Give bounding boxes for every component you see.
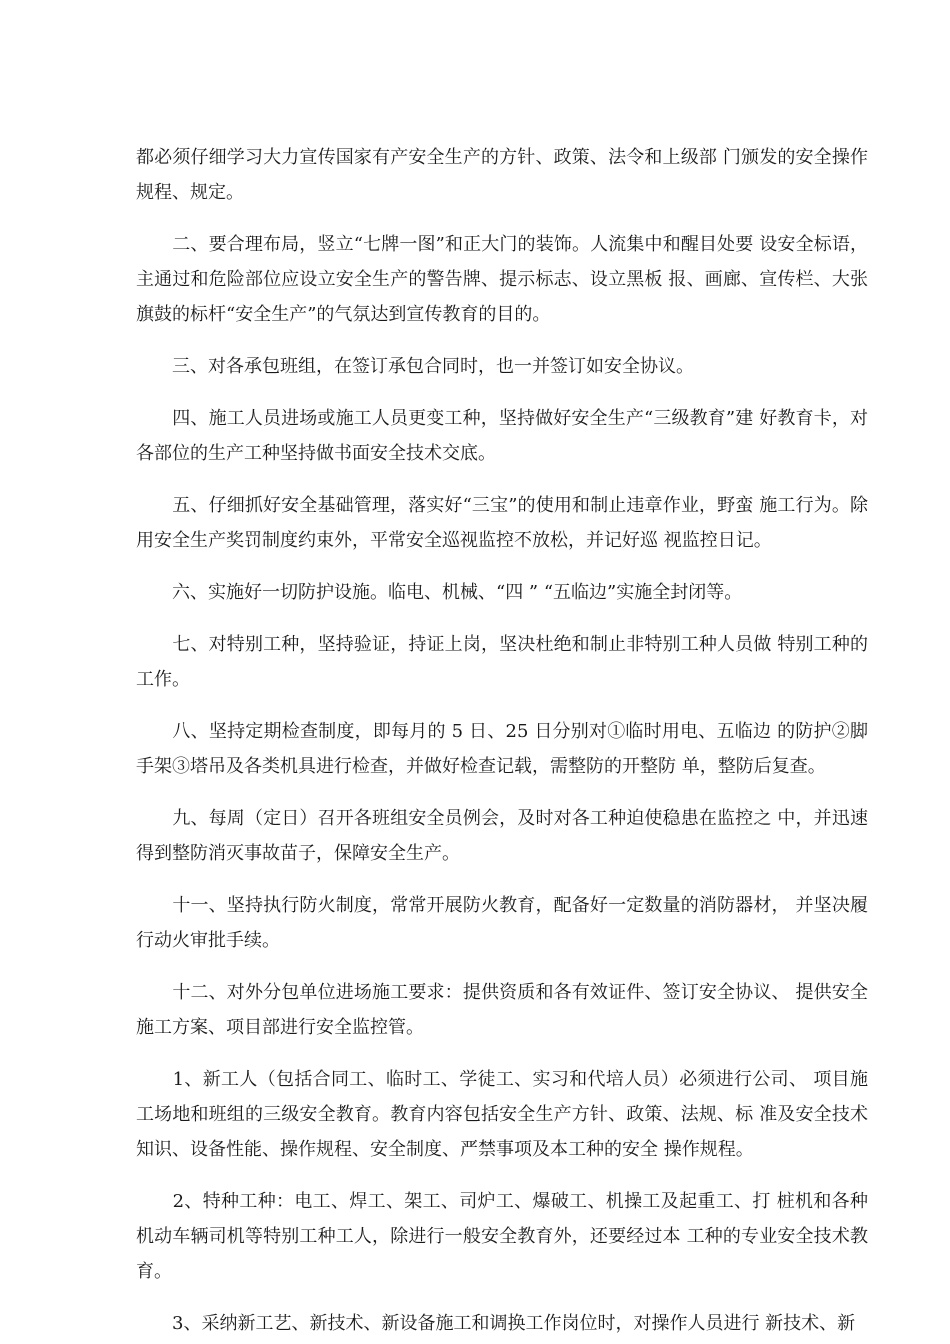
paragraph-item-2: 二、要合理布局，竖立“七牌一图”和正大门的装饰。人流集中和醒目处要 设安全标语，主通过和危险部位应设立安全生产的警告牌、提示标志、设立黑板 报、画廊、宣传栏、大张旗鼓的标杆“安全生产”的气氛达到宣传教育的目的。 (136, 234, 869, 325)
paragraph-item-9: 九、每周（定日）召开各班组安全员例会，及时对各工种迫使稳患在监控之 中，并迅速得到整防消灭事故苗子，保障安全生产。 (136, 808, 868, 864)
paragraph-subitem-2: 2、特种工种：电工、焊工、架工、司炉工、爆破工、机操工及起重工、打 桩机和各种机动车辆司机等特别工种工人，除进行一般安全教育外，还要经过本 工种的专业安全技术教育。 (136, 1191, 868, 1282)
paragraph-item-12: 十二、对外分包单位进场施工要求：提供资质和各有效证件、签订安全协议、 提供安全施工方案、项目部进行安全监控管。 (136, 982, 868, 1038)
paragraph-item-7: 七、对特别工种，坚持验证，持证上岗，坚决杜绝和制止非特别工种人员做 特别工种的工作。 (136, 634, 868, 690)
paragraph-item-4: 四、施工人员进场或施工人员更变工种，坚持做好安全生产“三级教育”建 好教育卡，对各部位的生产工种坚持做书面安全技术交底。 (136, 408, 869, 464)
paragraph-item-3: 三、对各承包班组，在签订承包合同时，也一并签订如安全协议。 (136, 356, 694, 377)
paragraph-item-8: 八、坚持定期检查制度，即每月的 5 日、25 日分别对①临时用电、五临边 的防护②脚手架③塔吊及各类机具进行检查，并做好检查记载，需整防的开整防 单，整防后复查。 (136, 721, 868, 777)
paragraph-intro-continued: 都必须仔细学习大力宣传国家有产安全生产的方针、政策、法令和上级部 门颁发的安全操作规程、规定。 (136, 147, 868, 203)
paragraph-item-11: 十一、坚持执行防火制度，常常开展防火教育，配备好一定数量的消防器材， 并坚决履行动火审批手续。 (136, 895, 868, 951)
paragraph-item-5: 五、仔细抓好安全基础管理，落实好“三宝”的使用和制止违章作业，野蛮 施工行为。除用安全生产奖罚制度约束外，平常安全巡视监控不放松，并记好巡 视监控日记。 (136, 495, 869, 551)
paragraph-subitem-1: 1、新工人（包括合同工、临时工、学徒工、实习和代培人员）必须进行公司、 项目施工场地和班组的三级安全教育。教育内容包括安全生产方针、政策、法规、标 准及安全技术知识、设备性能、操作规程、安全制度、严禁事项及本工种的安全 操作规程。 (136, 1069, 868, 1160)
paragraph-item-6: 六、实施好一切防护设施。临电、机械、“四 ” “五临边”实施全封闭等。 (136, 582, 743, 603)
paragraph-subitem-3: 3、采纳新工艺、新技术、新设备施工和调换工作岗位时，对操作人员进行 新技术、新 (136, 1313, 856, 1334)
document-body (136, 140, 868, 1341)
